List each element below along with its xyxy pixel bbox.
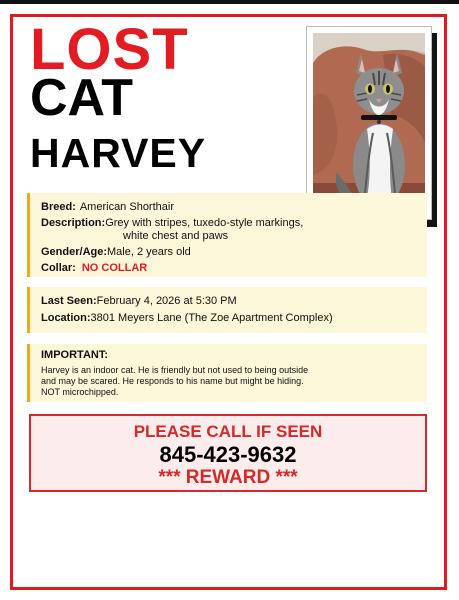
description-label: Description: <box>41 217 106 229</box>
description-value-line2: white chest and paws <box>123 230 229 242</box>
location-row <box>41 312 333 325</box>
reward-text: *** REWARD *** <box>158 467 298 488</box>
headline-cat: CAT <box>30 69 134 127</box>
breed-row <box>41 201 174 214</box>
call-if-seen-text: PLEASE CALL IF SEEN <box>133 422 323 441</box>
last-seen-label: Last Seen: <box>41 295 97 307</box>
gender-age-value: Male, 2 years old <box>107 246 191 258</box>
collar-label: Collar: <box>41 262 76 274</box>
last-seen-row <box>41 295 237 308</box>
phone-number[interactable]: 845-423-9632 <box>159 442 297 467</box>
last-seen-value: February 4, 2026 at 5:30 PM <box>96 295 237 307</box>
details-panel <box>27 193 427 277</box>
location-label: Location: <box>41 312 91 324</box>
important-line3: NOT microchipped. <box>41 387 119 397</box>
cat-photo <box>306 26 432 220</box>
important-line1: Harvey is an indoor cat. He is friendly but not used to being outside <box>41 365 309 375</box>
gender-age-label: Gender/Age: <box>41 246 108 258</box>
description-row <box>41 217 303 243</box>
top-edge <box>0 0 459 4</box>
description-value-line1: Grey with stripes, tuxedo-style markings, <box>105 217 304 229</box>
location-value: 3801 Meyers Lane (The Zoe Apartment Complex) <box>90 312 333 324</box>
breed-label: Breed: <box>41 201 76 213</box>
important-text <box>41 365 308 398</box>
headline-lost: LOST <box>30 17 189 82</box>
collar-value: NO COLLAR <box>81 262 148 274</box>
cat-photo-illustration <box>313 33 425 213</box>
important-label: IMPORTANT: <box>41 349 109 361</box>
contact-box <box>29 414 427 492</box>
important-line2: and may be scared. He responds to his name but might be hiding. <box>41 376 304 386</box>
breed-value: American Shorthair <box>79 201 174 213</box>
important-panel <box>27 344 427 402</box>
important-heading-row <box>41 349 108 362</box>
cat-name: HARVEY <box>30 130 207 176</box>
collar-row <box>41 262 147 275</box>
last-seen-panel <box>27 287 427 333</box>
gender-age-row <box>41 246 191 259</box>
